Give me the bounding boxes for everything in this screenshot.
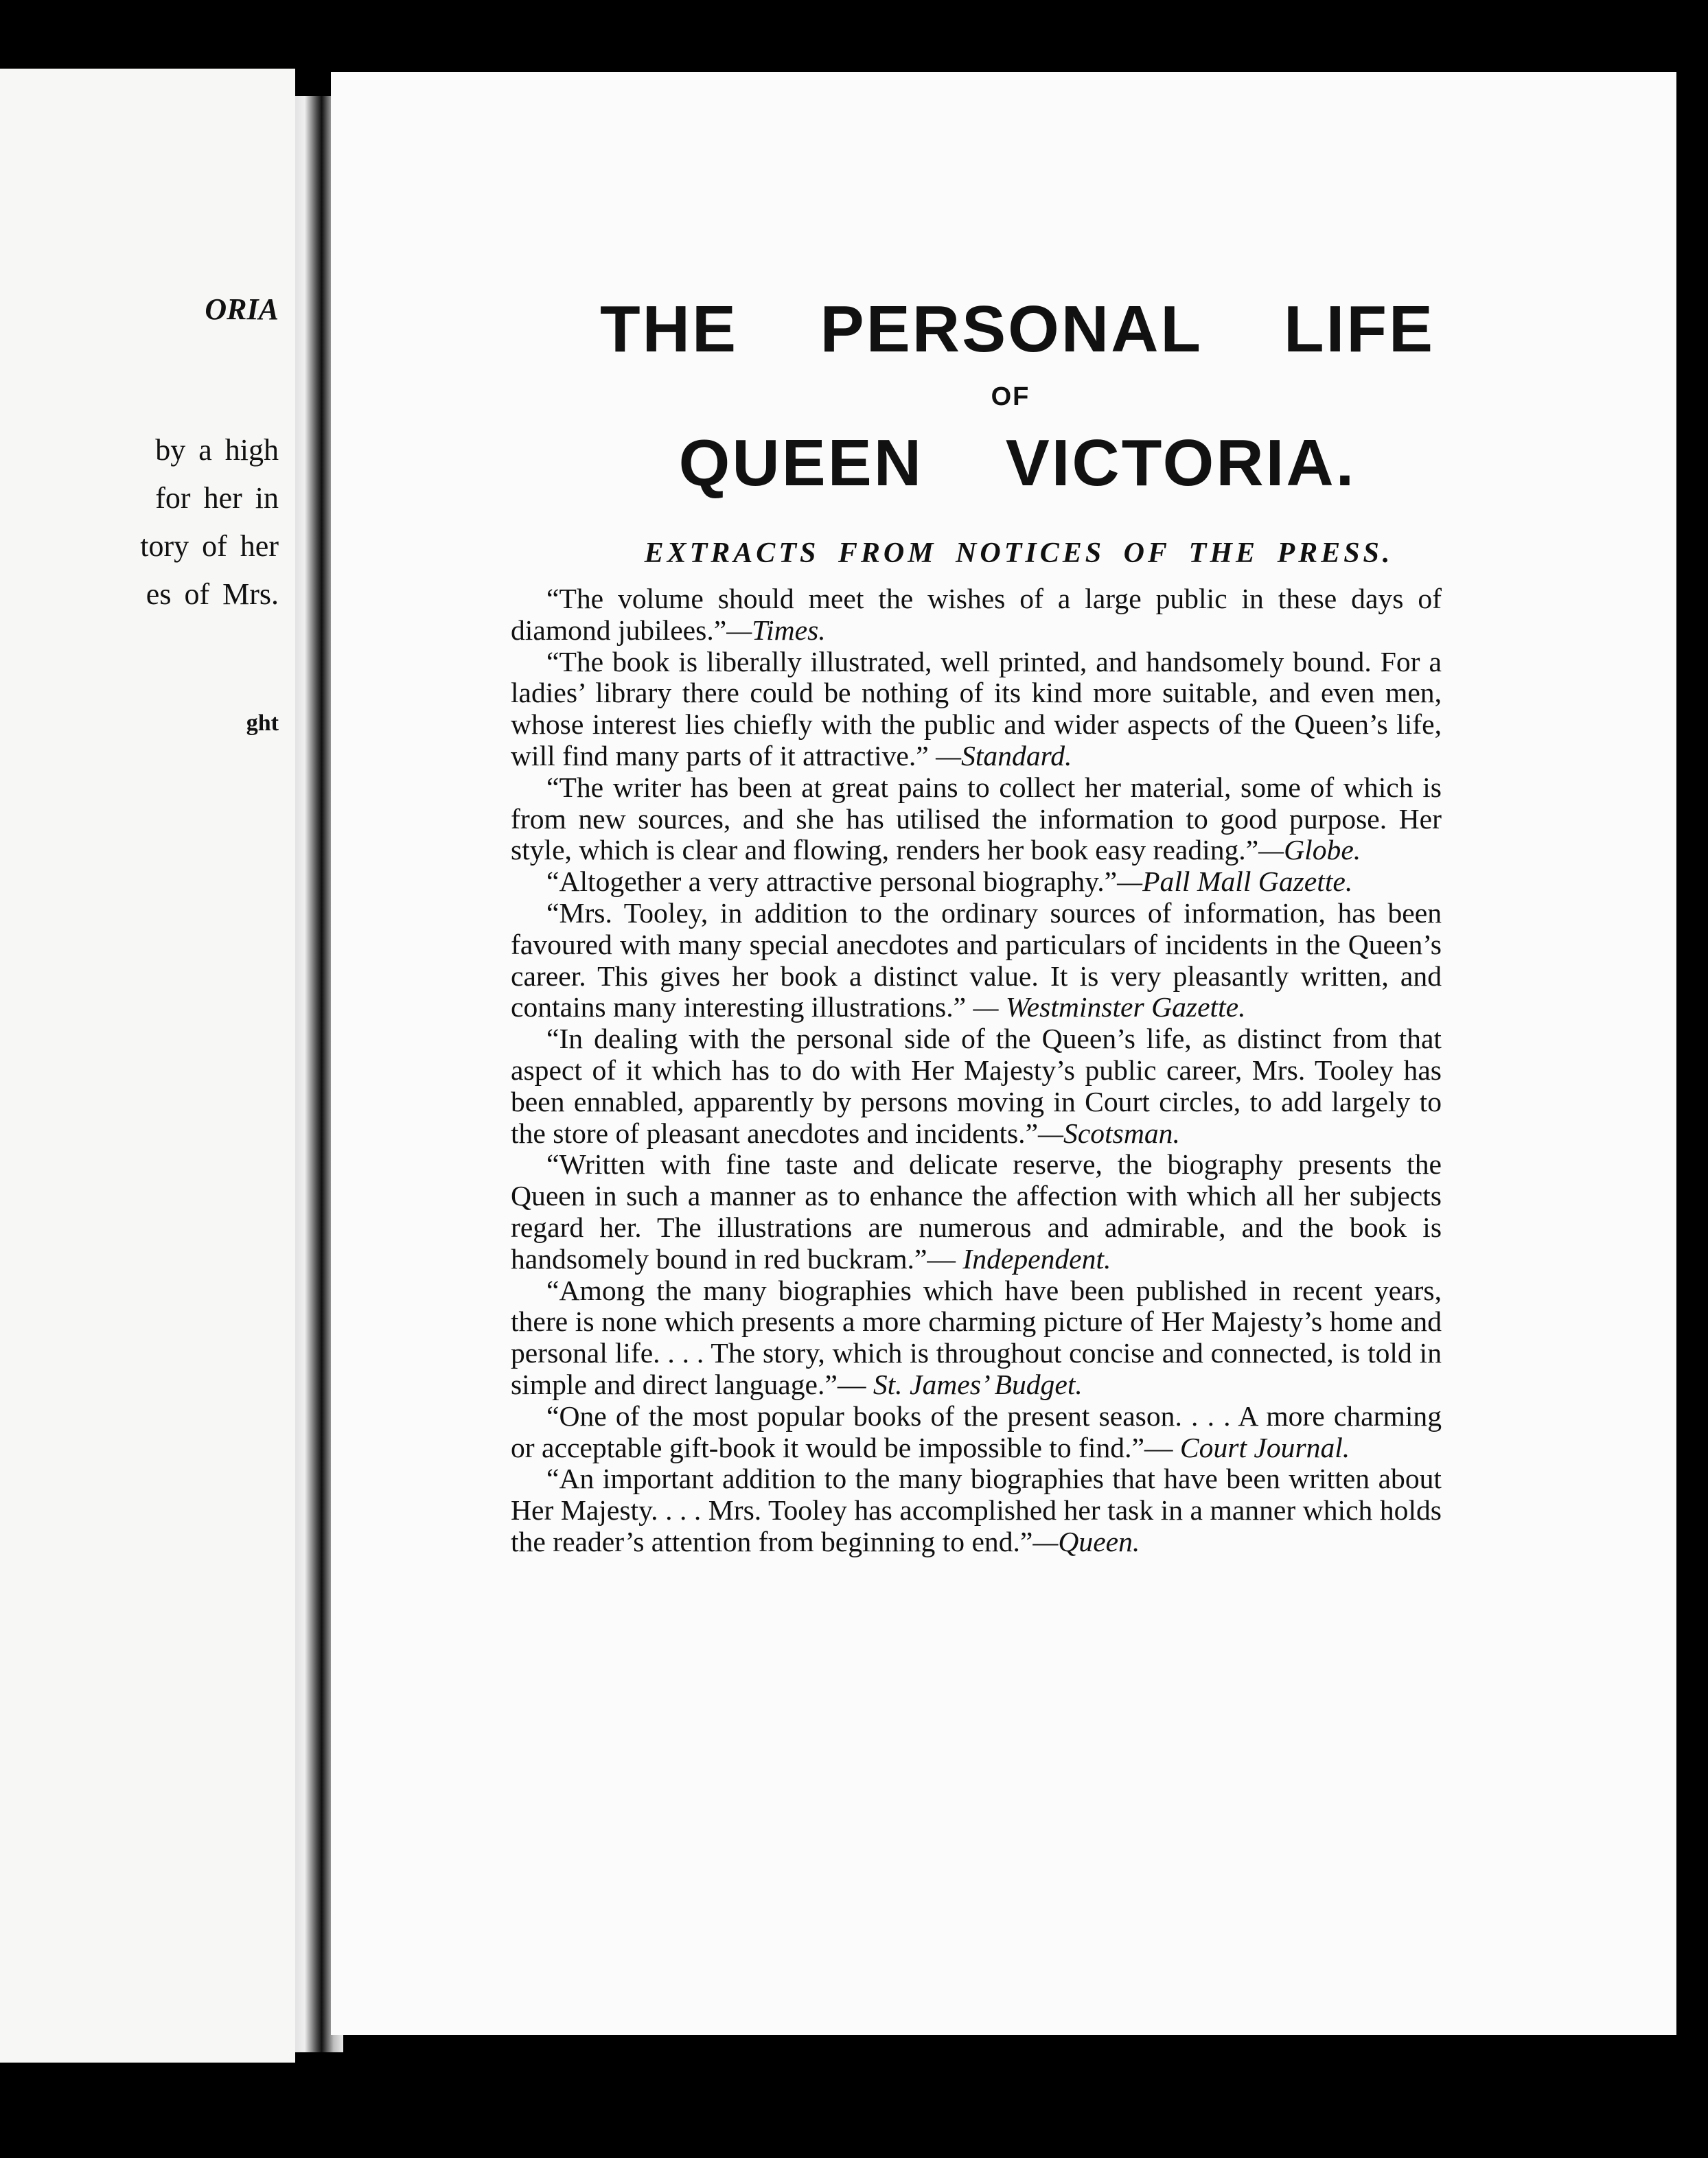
- press-review: [511, 1401, 1442, 1464]
- review-source: Court Journal.: [1179, 1431, 1350, 1463]
- review-quote: “An important addition to the many biographies that have been written about Her Majesty. . . . Mrs. Tooley has accomplished her task in a manner which holds the reader’s attention from beginning to end.”: [511, 1463, 1442, 1557]
- left-page-line: ORIA: [205, 292, 279, 326]
- review-source: —Pall Mall Gazette.: [1117, 866, 1353, 898]
- review-source: Independent.: [962, 1242, 1111, 1275]
- title-block: [331, 292, 1676, 570]
- page-title-of: OF: [991, 382, 1030, 411]
- press-review: [511, 1149, 1442, 1275]
- press-review: [511, 647, 1442, 772]
- review-quote: “Among the many biographies which have been published in recent years, there is none which presents a more charming picture of Her Majesty’s home and personal life. . . . The story, which is throughout concise and connected, is told in simple and direct language.”—: [511, 1274, 1442, 1400]
- left-page-line: es of Mrs.: [146, 577, 279, 611]
- review-source: —Globe.: [1258, 834, 1361, 866]
- press-review: [511, 866, 1442, 898]
- page-subtitle: EXTRACTS FROM NOTICES OF THE PRESS.: [644, 537, 1394, 569]
- review-source: St. James’ Budget.: [873, 1368, 1083, 1400]
- left-page-line: tory of her: [140, 529, 279, 563]
- left-page-line: ght: [246, 710, 279, 736]
- review-quote: “The volume should meet the wishes of a large public in these days of diamond jubilees.”: [511, 583, 1442, 646]
- review-quote: “Altogether a very attractive personal biography.”: [546, 866, 1118, 898]
- review-quote: “Mrs. Tooley, in addition to the ordinary sources of information, has been favoured with many special anecdotes and particulars of incidents in the Queen’s career. This gives her book a distinct value. It is very pleasantly written, and contains many interesting illustrations.”: [511, 896, 1442, 1023]
- review-quote: “Written with fine taste and delicate reserve, the biography presents the Queen in such a manner as to enhance the affection with which all her subjects regard her. The illustrations are numerous and admirable, and the book is handsomely bound in red buckram.”—: [511, 1148, 1442, 1275]
- left-page-line: for her in: [155, 481, 279, 515]
- press-notices: [511, 583, 1442, 1558]
- press-review: [511, 1275, 1442, 1401]
- press-review: [511, 898, 1442, 1023]
- press-review: [511, 583, 1442, 647]
- review-quote: “The book is liberally illustrated, well printed, and handsomely bound. For a ladies’ library there could be nothing of its kind more suitable, and even men, whose interest lies chiefly with the public and wider aspects of the Queen’s life, will find many parts of it attractive.”: [511, 645, 1442, 771]
- review-quote: “In dealing with the personal side of the Queen’s life, as distinct from that aspect of it which has to do with Her Majesty’s public career, Mrs. Tooley has been ennabled, apparently by persons moving in Court circles, to add largely to the store of pleasant anecdotes and incidents.”: [511, 1023, 1442, 1149]
- press-review: [511, 1023, 1442, 1149]
- review-quote: “One of the most popular books of the present season. . . . A more charming or acceptable gift-book it would be impossible to find.”—: [511, 1400, 1442, 1463]
- page-title-line2: QUEEN VICTORIA.: [678, 426, 1357, 500]
- left-page-line: by a high: [155, 433, 279, 467]
- review-source: —Times.: [726, 614, 826, 646]
- press-review: [511, 772, 1442, 866]
- press-review: [511, 1463, 1442, 1557]
- review-source: —Standard.: [936, 739, 1072, 771]
- review-source: — Westminster Gazette.: [973, 991, 1246, 1023]
- page-title-line1: THE PERSONAL LIFE: [600, 292, 1435, 366]
- previous-page: [0, 69, 295, 2063]
- review-quote: “The writer has been at great pains to collect her material, some of which is from new sources, and she has utilised the information to good purpose. Her style, which is clear and flowing, renders her book easy reading.”: [511, 771, 1442, 866]
- review-source: —Queen.: [1032, 1525, 1140, 1557]
- review-source: —Scotsman.: [1038, 1117, 1180, 1149]
- book-page: [331, 72, 1676, 2035]
